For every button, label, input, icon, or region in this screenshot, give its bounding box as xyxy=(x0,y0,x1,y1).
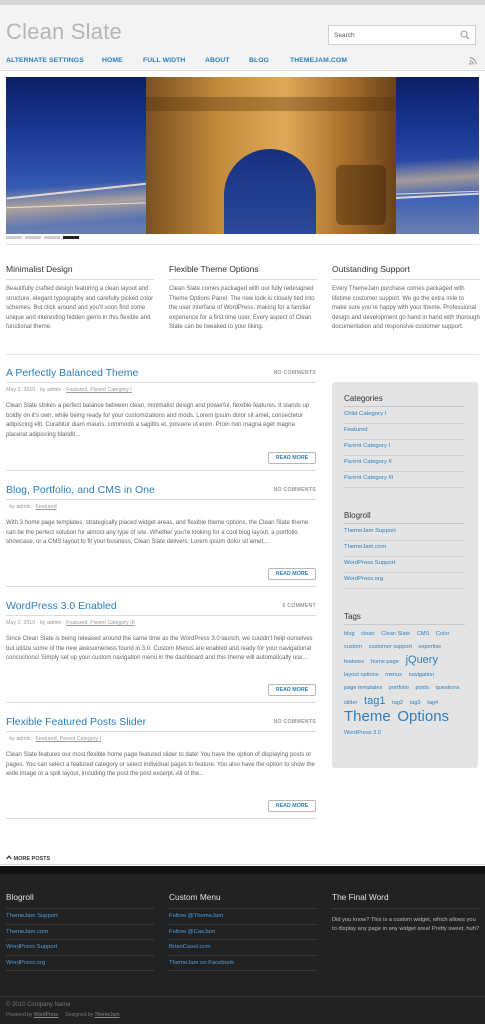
arch-frieze xyxy=(146,97,396,111)
slide-image-arch xyxy=(146,77,396,234)
nav-item-about[interactable]: ABOUT xyxy=(205,57,230,64)
post-comments[interactable]: 6 COMMENT xyxy=(282,603,316,609)
tag-link[interactable]: posts xyxy=(415,685,429,691)
footer-link[interactable]: BrianCasel.com xyxy=(169,940,317,956)
post xyxy=(6,484,316,594)
post-title[interactable]: Blog, Portfolio, and CMS in One xyxy=(6,484,155,496)
tag-link[interactable]: tag2 xyxy=(392,700,404,706)
arch-opening xyxy=(224,149,316,234)
footer-link[interactable]: ThemeJam on Facebook xyxy=(169,956,317,972)
themejam-link[interactable]: ThemeJam xyxy=(94,1012,120,1018)
feature-title: Minimalist Design xyxy=(6,264,154,280)
tag-link[interactable]: Clean Slate xyxy=(381,631,411,637)
tag-link[interactable]: expertise xyxy=(418,644,442,650)
sidebar-title-divider xyxy=(344,406,465,407)
sidebar-category-item[interactable]: Featured xyxy=(344,427,368,433)
sidebar-blogroll-item[interactable]: ThemeJam Support xyxy=(344,528,396,534)
read-more-button[interactable]: READ MORE xyxy=(268,452,316,464)
footer-final-word-text: Did you know? This is a custom widget, which allows you to display any page in any widget area! Pretty sweet, huh? xyxy=(332,917,480,932)
post-end-divider xyxy=(6,586,316,587)
tag-link[interactable]: WordPress 3.0 xyxy=(344,730,381,736)
slider-pagination xyxy=(6,236,82,241)
tag-link[interactable]: Color xyxy=(436,631,450,637)
post-meta: · by admin · Featured xyxy=(6,504,57,510)
post-categories[interactable]: Featured, Parent Category I xyxy=(66,387,132,393)
sidebar-item-divider xyxy=(344,423,465,424)
post xyxy=(6,367,316,477)
sidebar-category-item[interactable]: Parent Category I xyxy=(344,443,391,449)
tag-link[interactable]: home page xyxy=(370,659,399,665)
footer-link[interactable]: Follow @ThemeJam xyxy=(169,909,317,925)
post-categories[interactable]: Featured, Parent Category III xyxy=(66,620,135,626)
feature-text: Clean Slate comes packaged with our fully redesigned Theme Options Panel. The new look is closely tied into the user interface of WordPress, making for a familiar experience for a first time user. Every aspect of Clean Slate can be tweaked to your liking. xyxy=(169,286,315,331)
tag-link[interactable]: tag3 xyxy=(409,700,421,706)
nav-item-themejam[interactable]: THEMEJAM.COM xyxy=(290,57,348,64)
footer-blogroll xyxy=(6,892,154,971)
feature-text: Beautifully crafted design featuring a clean layout and structure, elegant typography and carefully picked color schemes. But click around and you'll soon find some unique and interesting hidden gems in this flexible and functional theme. xyxy=(6,286,154,331)
sidebar-tags-title: Tags xyxy=(344,612,361,621)
slider-dot[interactable] xyxy=(44,236,60,239)
tag-link[interactable]: Options xyxy=(397,708,450,725)
post-author: admin xyxy=(46,620,62,626)
tag-link[interactable]: jQuery xyxy=(405,654,438,666)
footer-divider xyxy=(0,996,485,997)
footer-column-title: Custom Menu xyxy=(169,892,317,909)
tag-link[interactable]: blog xyxy=(344,631,355,637)
tag-link[interactable]: questions xyxy=(435,685,460,691)
sidebar-item-divider xyxy=(344,540,465,541)
sidebar-item-divider xyxy=(344,439,465,440)
tag-link[interactable]: CMS xyxy=(416,631,430,637)
sidebar-categories-title: Categories xyxy=(344,394,383,403)
footer-link[interactable]: ThemeJam.com xyxy=(6,925,154,941)
feature-column xyxy=(332,264,480,333)
tag-link[interactable]: layout options xyxy=(344,672,379,678)
post-title-divider xyxy=(6,382,316,383)
sidebar-blogroll-item[interactable]: WordPress Support xyxy=(344,560,396,566)
more-posts-label: MORE POSTS xyxy=(13,856,51,862)
footer-link[interactable]: ThemeJam Support xyxy=(6,909,154,925)
wordpress-link[interactable]: WordPress xyxy=(33,1012,59,1018)
tag-link[interactable]: clean xyxy=(361,631,375,637)
post-end-divider xyxy=(6,702,316,703)
post-comments[interactable]: NO COMMENTS xyxy=(273,370,316,376)
post-author: admin xyxy=(16,504,31,510)
read-more-button[interactable]: READ MORE xyxy=(268,684,316,696)
tag-link[interactable]: page templates xyxy=(344,685,383,691)
read-more-button[interactable]: READ MORE xyxy=(268,568,316,580)
chevron-up-icon xyxy=(6,856,14,862)
designed-by-label: Designed by xyxy=(65,1012,94,1018)
tag-link[interactable]: slider xyxy=(344,700,358,706)
footer-top-band xyxy=(0,866,485,874)
nav-item-alternate-settings[interactable]: ALTERNATE SETTINGS xyxy=(6,57,84,64)
post-comments[interactable]: NO COMMENTS xyxy=(273,719,316,725)
tag-link[interactable]: Theme xyxy=(344,708,391,725)
sidebar-category-item[interactable]: Parent Category II xyxy=(344,459,392,465)
post-excerpt: Since Clean Slate is being released around the same time as the WordPress 3.0 launch, we couldn't help ourselves but utilize some of the new awesomeness found in 3.0. Custom Menus are enabled and ready for your navigational concoctions! Simply set up your custom navigation menu in the dashboard and this theme will automatically use... xyxy=(6,636,313,662)
post-title-divider xyxy=(6,615,316,616)
features-divider xyxy=(6,354,479,355)
footer-column-title: Blogroll xyxy=(6,892,154,909)
sidebar-title-divider xyxy=(344,624,465,625)
post-excerpt: Clean Slate features our most flexible home page featured slider to date! You have the option of displaying posts or pages. You can select a featured category or select individual pages to feature. You also have the option to show the wide image or a split layout, including the post the post excerpt. All of the... xyxy=(6,752,315,778)
main-nav xyxy=(0,55,485,69)
search-box[interactable] xyxy=(328,25,476,45)
post-excerpt: Clean Slate strikes a perfect balance between clean, minimalist design and powerful, flexible features. It stands up boldly on it's own, while being ready for your customizations and mods. Lorem ipsum dolor sit amet, consectetur adipiscing elit. Curabitur diam mauris, commodo a sagittis et, posuere ut enim. Proin non magna eget magna placerat adipiscing blandit... xyxy=(6,403,310,438)
post-title-divider xyxy=(6,499,316,500)
sidebar-title-divider xyxy=(344,523,465,524)
tag-link[interactable]: navigation xyxy=(408,672,435,678)
search-icon[interactable] xyxy=(460,30,470,42)
sidebar-blogroll-item[interactable]: WordPress.org xyxy=(344,576,384,582)
feature-column xyxy=(6,264,154,333)
sidebar-item-divider xyxy=(344,455,465,456)
search-input[interactable] xyxy=(329,26,449,44)
tag-link[interactable]: tag4 xyxy=(427,700,439,706)
more-posts-divider xyxy=(0,864,485,865)
read-more-button[interactable]: READ MORE xyxy=(268,800,316,812)
post-author: admin xyxy=(46,387,62,393)
nav-item-blog[interactable]: BLOG xyxy=(249,57,270,64)
sidebar-blogroll-title: Blogroll xyxy=(344,511,371,520)
footer-link[interactable]: WordPress.org xyxy=(6,956,154,972)
post-title[interactable]: WordPress 3.0 Enabled xyxy=(6,600,117,612)
slider-dot[interactable] xyxy=(6,236,22,239)
credits xyxy=(6,1012,120,1018)
tag-link[interactable]: tag1 xyxy=(364,695,386,707)
tag-link[interactable]: menus xyxy=(385,672,402,678)
slider-dot-active[interactable] xyxy=(63,236,79,239)
sidebar-item-divider xyxy=(344,572,465,573)
arch-relief xyxy=(336,165,386,225)
sidebar-blogroll-item[interactable]: ThemeJam.com xyxy=(344,544,387,550)
slider-dot[interactable] xyxy=(25,236,41,239)
post xyxy=(6,600,316,710)
site-title[interactable]: Clean Slate xyxy=(6,19,122,44)
post-date: May 3, 2010 xyxy=(6,387,36,393)
tag-link[interactable]: portfolio xyxy=(388,685,409,691)
sidebar-item-divider xyxy=(344,556,465,557)
post-categories[interactable]: Featured, Parent Category I xyxy=(35,736,102,742)
feature-title: Flexible Theme Options xyxy=(169,264,317,280)
nav-item-full-width[interactable]: FULL WIDTH xyxy=(143,57,186,64)
post-meta: May 3, 2010 · by admin · Featured, Parent Category I xyxy=(6,387,132,393)
sidebar-item-divider xyxy=(344,487,465,488)
post-title-divider xyxy=(6,731,316,732)
tag-link[interactable]: features xyxy=(344,659,365,665)
post-date: May 2, 2010 xyxy=(6,620,36,626)
tag-cloud xyxy=(344,628,468,740)
powered-by-label: Powered by xyxy=(6,1012,33,1018)
post-end-divider xyxy=(6,470,316,471)
rss-icon[interactable] xyxy=(469,57,477,67)
post-title[interactable]: Flexible Featured Posts Slider xyxy=(6,716,147,728)
sidebar-category-item[interactable]: Child Category I xyxy=(344,411,387,417)
copyright: © 2010 Company Name xyxy=(6,1002,71,1008)
tag-link[interactable]: customer support xyxy=(368,644,412,650)
footer-final-word xyxy=(332,892,480,934)
sidebar-item-divider xyxy=(344,471,465,472)
footer-link[interactable]: WordPress Support xyxy=(6,940,154,956)
post-categories[interactable]: Featured xyxy=(35,504,57,510)
post-author: admin xyxy=(16,736,31,742)
sidebar-category-item[interactable]: Parent Category III xyxy=(344,475,394,481)
post-comments[interactable]: NO COMMENTS xyxy=(273,487,316,493)
nav-item-home[interactable]: HOME xyxy=(102,57,123,64)
sidebar-item-divider xyxy=(344,588,465,589)
feature-title: Outstanding Support xyxy=(332,264,480,280)
more-posts-link[interactable] xyxy=(6,855,50,862)
post-meta: May 2, 2010 · by admin · Featured, Parent Category III xyxy=(6,620,135,626)
footer xyxy=(0,866,485,1024)
footer-column-title: The Final Word xyxy=(332,892,480,909)
feature-column xyxy=(169,264,317,333)
tag-link[interactable]: custom xyxy=(344,644,363,650)
slider-divider xyxy=(6,244,479,245)
featured-slider[interactable] xyxy=(6,77,479,234)
feature-text: Every ThemeJam purchase comes packaged with lifetime customer support. We go the extra mile to make sure you're happy with your theme. Professional design and development go hand in hand with thorough documentation and responsive customer support. xyxy=(332,286,480,331)
post-end-divider xyxy=(6,818,316,819)
post-meta: · by admin · Featured, Parent Category I xyxy=(6,736,102,742)
footer-link[interactable]: Follow @CasJam xyxy=(169,925,317,941)
nav-divider xyxy=(0,70,485,71)
post xyxy=(6,716,316,826)
post-excerpt: With 3 home page templates, strategically placed widget areas, and flexible theme options, the Clean Slate theme can be the perfect solution for almost any type of site. Whether you're looking for a cool blog layout, a portfolio showcase, or a CMS layout to fit your business, Clean Slate delivers. Lorem ipsum dolor sit amet,... xyxy=(6,520,309,546)
post-title[interactable]: A Perfectly Balanced Theme xyxy=(6,367,139,379)
footer-custom-menu xyxy=(169,892,317,971)
